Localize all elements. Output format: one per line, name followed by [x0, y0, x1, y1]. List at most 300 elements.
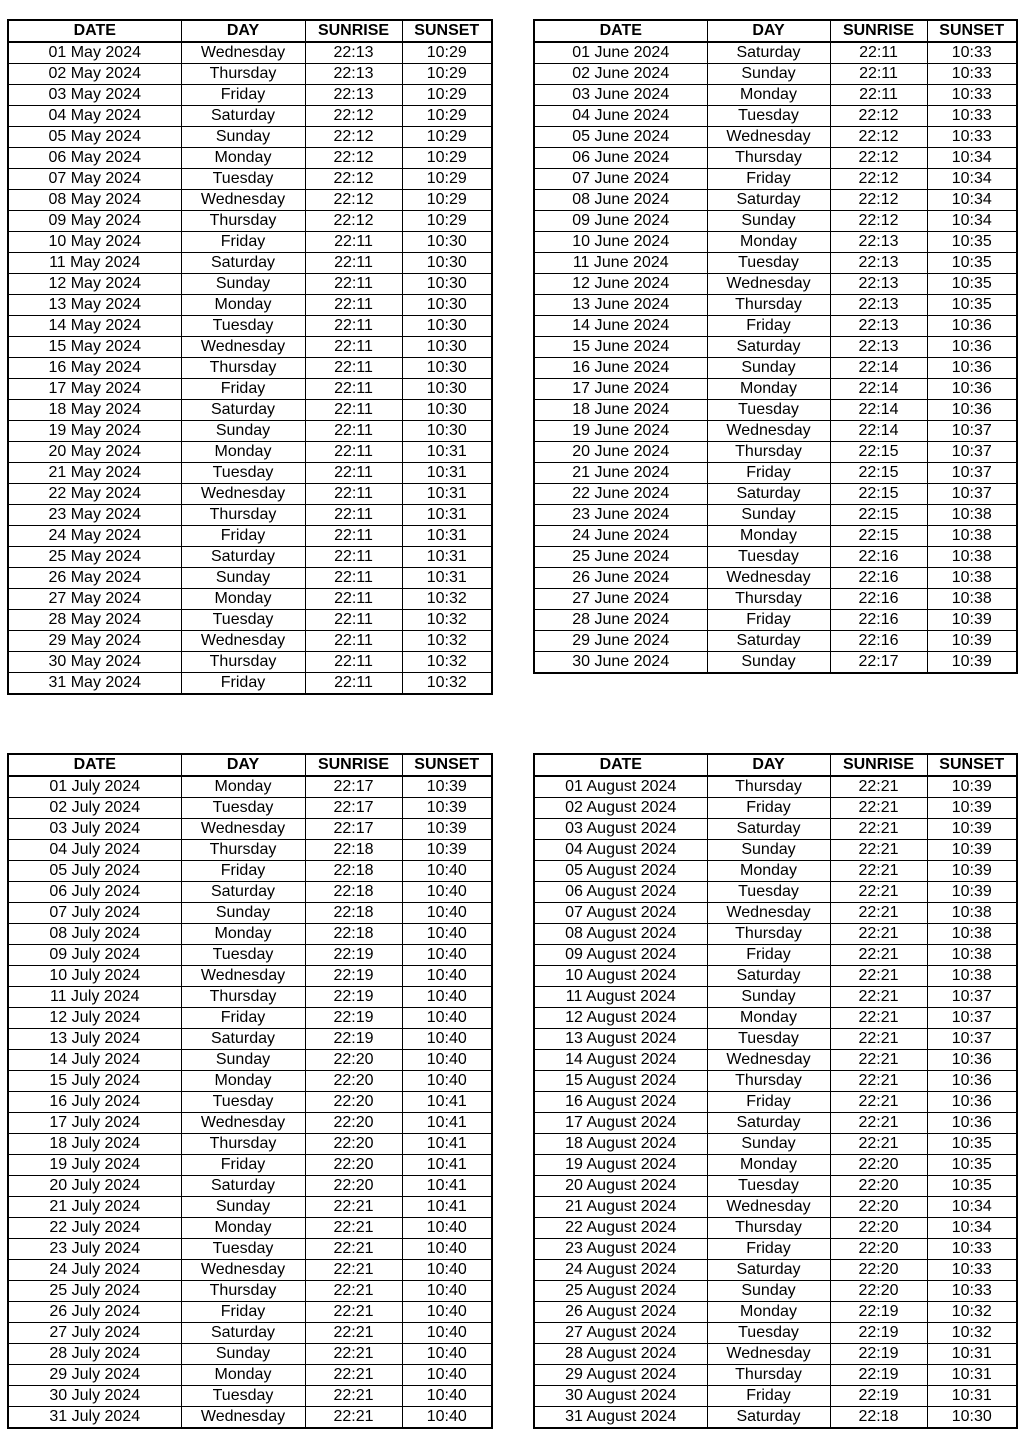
- day-cell: Saturday: [181, 400, 305, 421]
- table-row: [534, 589, 1017, 610]
- date-cell: 19 May 2024: [8, 421, 181, 442]
- date-cell: 16 June 2024: [534, 358, 707, 379]
- table-row: [534, 1008, 1017, 1029]
- day-cell: Wednesday: [707, 274, 830, 295]
- sunrise-cell: 22:21: [830, 1134, 927, 1155]
- day-cell: Monday: [181, 924, 305, 945]
- sunrise-cell: 22:21: [830, 840, 927, 861]
- day-cell: Tuesday: [181, 463, 305, 484]
- date-cell: 14 August 2024: [534, 1050, 707, 1071]
- sunset-cell: 10:36: [927, 1050, 1017, 1071]
- table-row: [534, 861, 1017, 882]
- date-cell: 24 June 2024: [534, 526, 707, 547]
- day-cell: Wednesday: [181, 631, 305, 652]
- sunrise-cell: 22:20: [305, 1176, 402, 1197]
- sunrise-cell: 22:12: [305, 127, 402, 148]
- day-cell: Sunday: [181, 1344, 305, 1365]
- table-row: [8, 148, 492, 169]
- day-cell: Monday: [707, 526, 830, 547]
- table-row: [534, 1155, 1017, 1176]
- day-cell: Wednesday: [707, 421, 830, 442]
- table-row: [8, 106, 492, 127]
- sunset-cell: 10:39: [927, 798, 1017, 819]
- day-cell: Friday: [707, 1386, 830, 1407]
- day-cell: Friday: [707, 169, 830, 190]
- table-row: [534, 169, 1017, 190]
- table-row: [8, 1176, 492, 1197]
- sunrise-cell: 22:18: [305, 840, 402, 861]
- day-cell: Wednesday: [707, 1344, 830, 1365]
- sunset-cell: 10:33: [927, 1239, 1017, 1260]
- date-cell: 22 May 2024: [8, 484, 181, 505]
- table-row: [534, 924, 1017, 945]
- sunrise-cell: 22:20: [830, 1239, 927, 1260]
- day-cell: Friday: [181, 526, 305, 547]
- table-row: [8, 169, 492, 190]
- table-row: [8, 568, 492, 589]
- sunrise-cell: 22:12: [305, 106, 402, 127]
- date-cell: 19 June 2024: [534, 421, 707, 442]
- sunrise-cell: 22:15: [830, 505, 927, 526]
- date-cell: 18 August 2024: [534, 1134, 707, 1155]
- sunrise-cell: 22:15: [830, 484, 927, 505]
- day-cell: Thursday: [181, 987, 305, 1008]
- sunrise-header: SUNRISE: [830, 754, 927, 776]
- date-cell: 27 June 2024: [534, 589, 707, 610]
- sunrise-cell: 22:21: [305, 1281, 402, 1302]
- sunset-header: SUNSET: [927, 20, 1017, 42]
- day-cell: Friday: [181, 85, 305, 106]
- sunrise-cell: 22:12: [830, 211, 927, 232]
- sun-table-may: [7, 19, 493, 695]
- sunrise-cell: 22:21: [830, 1050, 927, 1071]
- sunset-cell: 10:39: [927, 882, 1017, 903]
- day-cell: Saturday: [707, 966, 830, 987]
- day-cell: Monday: [181, 589, 305, 610]
- day-cell: Sunday: [707, 1134, 830, 1155]
- sunset-cell: 10:35: [927, 232, 1017, 253]
- table-row: [534, 379, 1017, 400]
- sunrise-cell: 22:11: [305, 442, 402, 463]
- day-cell: Sunday: [707, 505, 830, 526]
- sunrise-cell: 22:15: [830, 463, 927, 484]
- day-cell: Thursday: [707, 442, 830, 463]
- day-cell: Thursday: [707, 924, 830, 945]
- day-cell: Thursday: [707, 1071, 830, 1092]
- day-cell: Monday: [707, 85, 830, 106]
- sunset-cell: 10:40: [402, 1239, 492, 1260]
- sunrise-cell: 22:14: [830, 358, 927, 379]
- table-row: [8, 547, 492, 568]
- sunrise-cell: 22:17: [305, 819, 402, 840]
- table-row: [8, 42, 492, 64]
- table-row: [8, 987, 492, 1008]
- sunrise-cell: 22:13: [830, 316, 927, 337]
- table-row: [8, 924, 492, 945]
- day-cell: Friday: [181, 1155, 305, 1176]
- date-header: DATE: [534, 20, 707, 42]
- date-cell: 03 August 2024: [534, 819, 707, 840]
- table-row: [534, 1029, 1017, 1050]
- date-cell: 26 May 2024: [8, 568, 181, 589]
- sunset-cell: 10:40: [402, 1218, 492, 1239]
- sunset-cell: 10:32: [927, 1323, 1017, 1344]
- sunset-cell: 10:34: [927, 169, 1017, 190]
- date-cell: 11 June 2024: [534, 253, 707, 274]
- date-cell: 28 July 2024: [8, 1344, 181, 1365]
- table-row: [534, 64, 1017, 85]
- sunset-cell: 10:40: [402, 1386, 492, 1407]
- table-row: [8, 232, 492, 253]
- date-cell: 16 July 2024: [8, 1092, 181, 1113]
- table-row: [8, 85, 492, 106]
- sunrise-cell: 22:16: [830, 568, 927, 589]
- sunset-cell: 10:31: [402, 484, 492, 505]
- sunrise-cell: 22:18: [305, 882, 402, 903]
- sunrise-cell: 22:21: [305, 1218, 402, 1239]
- sunrise-cell: 22:18: [830, 1407, 927, 1429]
- sunrise-cell: 22:13: [830, 295, 927, 316]
- header-row: [8, 754, 492, 776]
- day-cell: Monday: [707, 379, 830, 400]
- sunrise-cell: 22:11: [305, 379, 402, 400]
- sunrise-cell: 22:11: [305, 610, 402, 631]
- sunset-cell: 10:39: [402, 840, 492, 861]
- table-row: [8, 610, 492, 631]
- table-header: [534, 20, 1017, 42]
- sunset-cell: 10:38: [927, 568, 1017, 589]
- sunset-cell: 10:40: [402, 1050, 492, 1071]
- table-row: [8, 1407, 492, 1429]
- sunrise-cell: 22:19: [305, 945, 402, 966]
- day-cell: Sunday: [181, 421, 305, 442]
- day-cell: Thursday: [181, 1134, 305, 1155]
- date-cell: 20 June 2024: [534, 442, 707, 463]
- sunset-cell: 10:30: [402, 400, 492, 421]
- date-cell: 08 July 2024: [8, 924, 181, 945]
- sunrise-cell: 22:21: [830, 924, 927, 945]
- date-cell: 24 July 2024: [8, 1260, 181, 1281]
- sun-table-july: [7, 753, 493, 1429]
- date-cell: 17 May 2024: [8, 379, 181, 400]
- day-cell: Wednesday: [181, 1407, 305, 1429]
- day-cell: Thursday: [181, 1281, 305, 1302]
- sunrise-cell: 22:20: [830, 1281, 927, 1302]
- date-cell: 10 June 2024: [534, 232, 707, 253]
- date-cell: 03 June 2024: [534, 85, 707, 106]
- day-cell: Thursday: [707, 589, 830, 610]
- day-cell: Monday: [181, 1218, 305, 1239]
- sunrise-cell: 22:21: [305, 1407, 402, 1429]
- table-row: [534, 463, 1017, 484]
- day-cell: Monday: [181, 1071, 305, 1092]
- date-cell: 29 August 2024: [534, 1365, 707, 1386]
- sunset-cell: 10:34: [927, 190, 1017, 211]
- sunrise-cell: 22:11: [305, 400, 402, 421]
- date-cell: 14 May 2024: [8, 316, 181, 337]
- table-row: [534, 1071, 1017, 1092]
- sunrise-cell: 22:21: [830, 882, 927, 903]
- date-cell: 28 August 2024: [534, 1344, 707, 1365]
- day-cell: Tuesday: [181, 1239, 305, 1260]
- day-cell: Tuesday: [707, 882, 830, 903]
- header-row: [8, 20, 492, 42]
- sunset-cell: 10:30: [402, 295, 492, 316]
- date-cell: 10 May 2024: [8, 232, 181, 253]
- day-cell: Sunday: [707, 1281, 830, 1302]
- sunrise-cell: 22:12: [830, 190, 927, 211]
- table-row: [534, 945, 1017, 966]
- day-cell: Thursday: [707, 148, 830, 169]
- date-cell: 24 August 2024: [534, 1260, 707, 1281]
- day-cell: Wednesday: [181, 42, 305, 64]
- sunrise-cell: 22:11: [305, 316, 402, 337]
- date-cell: 07 June 2024: [534, 169, 707, 190]
- date-cell: 03 July 2024: [8, 819, 181, 840]
- table-row: [8, 1050, 492, 1071]
- date-cell: 21 July 2024: [8, 1197, 181, 1218]
- table-row: [534, 316, 1017, 337]
- date-cell: 21 May 2024: [8, 463, 181, 484]
- sunrise-cell: 22:21: [830, 1071, 927, 1092]
- sun-table-june: [533, 19, 1018, 674]
- table-row: [534, 1407, 1017, 1429]
- sunrise-header: SUNRISE: [830, 20, 927, 42]
- sunrise-cell: 22:17: [305, 798, 402, 819]
- date-cell: 31 July 2024: [8, 1407, 181, 1429]
- table-row: [534, 358, 1017, 379]
- table-row: [534, 526, 1017, 547]
- sunset-cell: 10:39: [927, 631, 1017, 652]
- sunrise-cell: 22:19: [305, 987, 402, 1008]
- table-row: [534, 1134, 1017, 1155]
- day-cell: Saturday: [707, 1260, 830, 1281]
- day-cell: Monday: [181, 148, 305, 169]
- date-cell: 05 July 2024: [8, 861, 181, 882]
- date-cell: 12 July 2024: [8, 1008, 181, 1029]
- table-row: [534, 1050, 1017, 1071]
- date-cell: 14 June 2024: [534, 316, 707, 337]
- sunrise-cell: 22:20: [830, 1176, 927, 1197]
- table-body: [8, 776, 492, 1428]
- table-row: [534, 42, 1017, 64]
- day-cell: Saturday: [181, 106, 305, 127]
- day-cell: Friday: [181, 1008, 305, 1029]
- sunset-cell: 10:39: [402, 776, 492, 798]
- table-row: [8, 253, 492, 274]
- date-cell: 13 July 2024: [8, 1029, 181, 1050]
- day-cell: Monday: [707, 1155, 830, 1176]
- date-cell: 21 June 2024: [534, 463, 707, 484]
- date-cell: 16 August 2024: [534, 1092, 707, 1113]
- table-row: [534, 819, 1017, 840]
- date-header: DATE: [8, 20, 181, 42]
- date-cell: 01 August 2024: [534, 776, 707, 798]
- table-row: [8, 798, 492, 819]
- day-cell: Wednesday: [181, 1260, 305, 1281]
- sunset-cell: 10:32: [402, 589, 492, 610]
- sunrise-cell: 22:20: [305, 1050, 402, 1071]
- sunset-cell: 10:30: [402, 316, 492, 337]
- date-cell: 18 June 2024: [534, 400, 707, 421]
- sunrise-cell: 22:21: [830, 1029, 927, 1050]
- table-row: [8, 631, 492, 652]
- date-cell: 26 June 2024: [534, 568, 707, 589]
- date-cell: 25 July 2024: [8, 1281, 181, 1302]
- sunrise-cell: 22:11: [305, 358, 402, 379]
- date-cell: 04 August 2024: [534, 840, 707, 861]
- date-cell: 09 June 2024: [534, 211, 707, 232]
- sunset-cell: 10:39: [927, 610, 1017, 631]
- sunset-cell: 10:35: [927, 295, 1017, 316]
- sunset-cell: 10:39: [927, 652, 1017, 674]
- day-cell: Tuesday: [181, 1092, 305, 1113]
- sunset-cell: 10:38: [927, 966, 1017, 987]
- sunrise-cell: 22:14: [830, 379, 927, 400]
- table-row: [534, 652, 1017, 674]
- sunrise-cell: 22:21: [830, 776, 927, 798]
- table-row: [534, 1218, 1017, 1239]
- day-cell: Tuesday: [707, 1323, 830, 1344]
- date-cell: 22 July 2024: [8, 1218, 181, 1239]
- table-row: [8, 484, 492, 505]
- day-cell: Wednesday: [707, 903, 830, 924]
- sunrise-cell: 22:11: [305, 673, 402, 695]
- sunrise-cell: 22:11: [305, 484, 402, 505]
- day-cell: Tuesday: [181, 169, 305, 190]
- day-cell: Sunday: [181, 127, 305, 148]
- table-row: [534, 798, 1017, 819]
- day-cell: Saturday: [181, 1029, 305, 1050]
- day-cell: Saturday: [707, 1407, 830, 1429]
- sunset-cell: 10:40: [402, 945, 492, 966]
- date-cell: 13 August 2024: [534, 1029, 707, 1050]
- date-cell: 31 May 2024: [8, 673, 181, 695]
- table-row: [8, 1323, 492, 1344]
- date-cell: 22 August 2024: [534, 1218, 707, 1239]
- sunset-cell: 10:36: [927, 316, 1017, 337]
- date-cell: 14 July 2024: [8, 1050, 181, 1071]
- day-cell: Wednesday: [707, 127, 830, 148]
- day-cell: Tuesday: [707, 1176, 830, 1197]
- table-row: [534, 505, 1017, 526]
- sunrise-cell: 22:21: [830, 945, 927, 966]
- date-cell: 30 May 2024: [8, 652, 181, 673]
- date-cell: 18 July 2024: [8, 1134, 181, 1155]
- sunrise-cell: 22:12: [830, 169, 927, 190]
- day-cell: Tuesday: [707, 1029, 830, 1050]
- sunrise-cell: 22:20: [305, 1113, 402, 1134]
- table-row: [534, 966, 1017, 987]
- sunset-cell: 10:29: [402, 106, 492, 127]
- day-cell: Tuesday: [707, 106, 830, 127]
- table-row: [8, 903, 492, 924]
- table-row: [534, 1113, 1017, 1134]
- day-cell: Saturday: [707, 42, 830, 64]
- sunset-cell: 10:40: [402, 1029, 492, 1050]
- sunset-cell: 10:31: [402, 526, 492, 547]
- date-cell: 23 August 2024: [534, 1239, 707, 1260]
- sunrise-cell: 22:17: [830, 652, 927, 674]
- sunset-cell: 10:38: [927, 903, 1017, 924]
- sunset-cell: 10:39: [927, 819, 1017, 840]
- date-cell: 26 August 2024: [534, 1302, 707, 1323]
- sunset-cell: 10:39: [402, 798, 492, 819]
- day-cell: Monday: [181, 776, 305, 798]
- sunset-cell: 10:29: [402, 169, 492, 190]
- sunset-cell: 10:30: [402, 421, 492, 442]
- date-cell: 02 June 2024: [534, 64, 707, 85]
- sunrise-cell: 22:21: [830, 798, 927, 819]
- sunrise-cell: 22:13: [305, 42, 402, 64]
- table-row: [534, 211, 1017, 232]
- table-row: [8, 337, 492, 358]
- date-cell: 13 May 2024: [8, 295, 181, 316]
- day-cell: Saturday: [181, 1176, 305, 1197]
- sunset-cell: 10:37: [927, 421, 1017, 442]
- table-row: [8, 190, 492, 211]
- sunset-cell: 10:40: [402, 1260, 492, 1281]
- sunset-cell: 10:36: [927, 1071, 1017, 1092]
- table-row: [8, 1029, 492, 1050]
- sunrise-cell: 22:21: [305, 1197, 402, 1218]
- date-cell: 11 July 2024: [8, 987, 181, 1008]
- day-cell: Thursday: [707, 1365, 830, 1386]
- sunset-header: SUNSET: [927, 754, 1017, 776]
- date-cell: 01 July 2024: [8, 776, 181, 798]
- sunrise-cell: 22:21: [830, 903, 927, 924]
- sunset-cell: 10:38: [927, 924, 1017, 945]
- sunset-cell: 10:40: [402, 1344, 492, 1365]
- table-row: [534, 400, 1017, 421]
- sunset-cell: 10:34: [927, 148, 1017, 169]
- sunset-cell: 10:39: [927, 861, 1017, 882]
- day-cell: Monday: [181, 295, 305, 316]
- table-row: [534, 987, 1017, 1008]
- date-cell: 23 June 2024: [534, 505, 707, 526]
- table-row: [8, 127, 492, 148]
- sunset-cell: 10:40: [402, 1365, 492, 1386]
- table-row: [8, 64, 492, 85]
- table-row: [534, 1239, 1017, 1260]
- sunrise-cell: 22:21: [305, 1344, 402, 1365]
- sunrise-cell: 22:20: [305, 1134, 402, 1155]
- sunset-cell: 10:39: [927, 776, 1017, 798]
- sunrise-cell: 22:11: [305, 463, 402, 484]
- sunset-cell: 10:36: [927, 379, 1017, 400]
- sunset-cell: 10:31: [927, 1344, 1017, 1365]
- day-cell: Monday: [707, 1302, 830, 1323]
- sunset-cell: 10:32: [402, 673, 492, 695]
- date-cell: 26 July 2024: [8, 1302, 181, 1323]
- day-cell: Friday: [707, 316, 830, 337]
- table-row: [534, 127, 1017, 148]
- table-row: [534, 631, 1017, 652]
- day-cell: Sunday: [707, 652, 830, 674]
- day-cell: Monday: [181, 442, 305, 463]
- table-row: [8, 442, 492, 463]
- day-cell: Tuesday: [707, 253, 830, 274]
- day-cell: Friday: [707, 945, 830, 966]
- day-cell: Sunday: [181, 274, 305, 295]
- table-row: [534, 421, 1017, 442]
- day-header: DAY: [181, 20, 305, 42]
- table-row: [534, 1092, 1017, 1113]
- table-row: [8, 966, 492, 987]
- table-row: [8, 1281, 492, 1302]
- sunset-cell: 10:40: [402, 882, 492, 903]
- day-cell: Sunday: [707, 211, 830, 232]
